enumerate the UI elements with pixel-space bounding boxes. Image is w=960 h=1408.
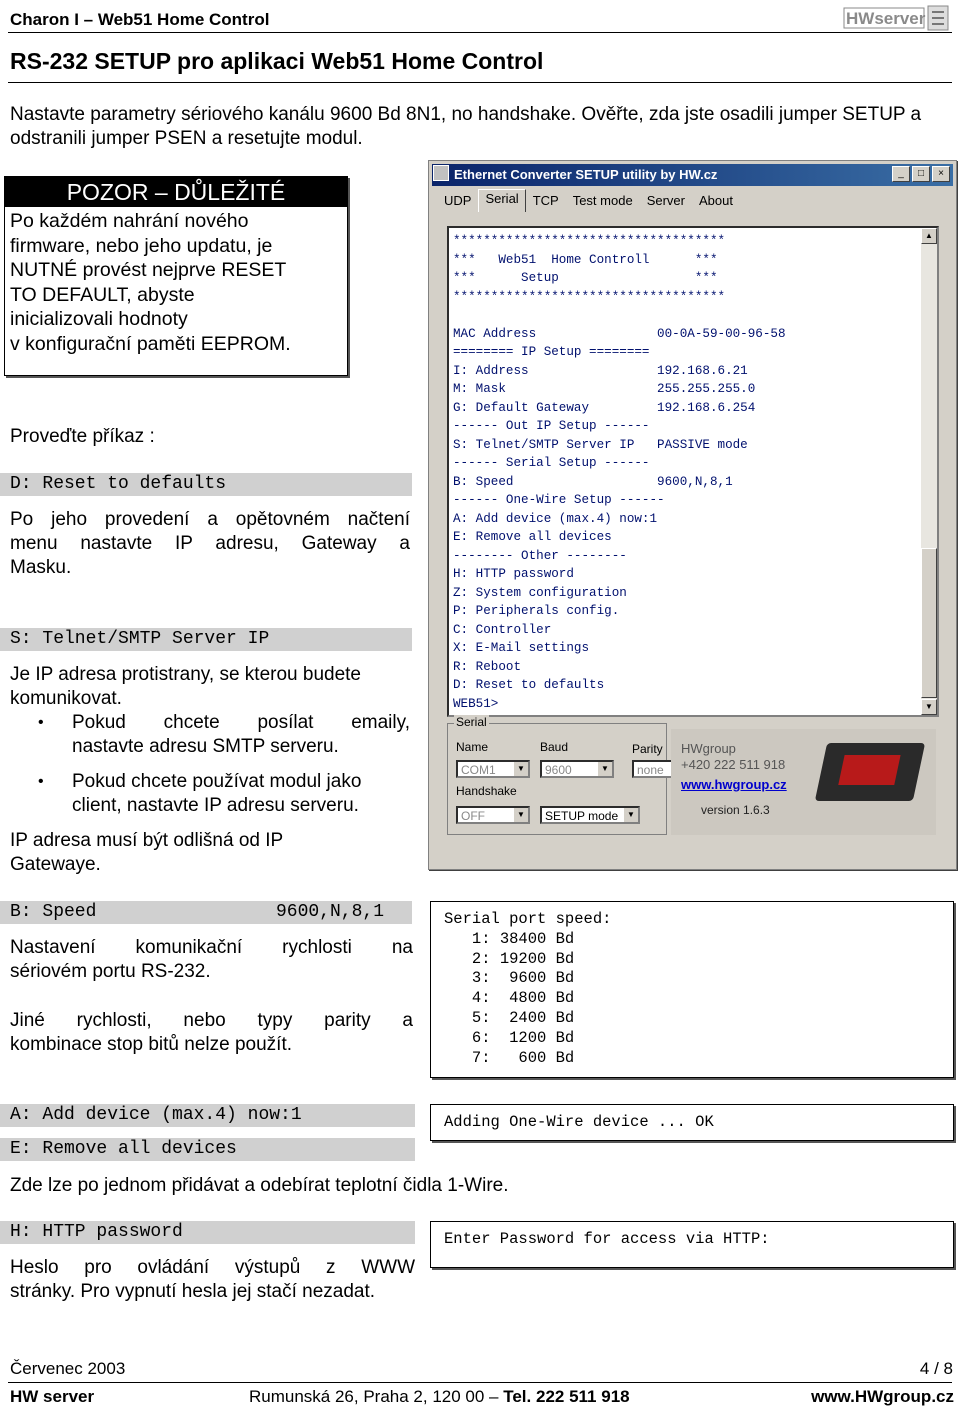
speed-option-key: 7: [444, 1048, 491, 1067]
speed-option [444, 950, 611, 970]
text-line: Masku. [10, 557, 72, 578]
text-line: client, nastavte IP adresu serveru. [72, 795, 359, 816]
smtp-description [10, 663, 410, 711]
mode-value: SETUP mode [545, 809, 619, 823]
terminal-output[interactable] [447, 226, 939, 717]
warning-line: v konfigurační paměti EEPROM. [10, 332, 291, 355]
speed-option [444, 930, 611, 950]
after-reset-paragraph [10, 508, 410, 580]
baud-label: Baud [540, 740, 569, 754]
chevron-down-icon[interactable]: ▼ [514, 808, 528, 822]
speed-option-unit: Bd [546, 989, 575, 1008]
speed-option [444, 989, 611, 1009]
list-item [10, 711, 410, 759]
warning-line: Po každém nahrání nového [10, 210, 249, 232]
text-line: nastavte adresu SMTP serveru. [72, 736, 339, 757]
command-smtp-server: S: Telnet/SMTP Server IP [0, 628, 412, 651]
speed-option [444, 969, 611, 989]
speed-option-key: 1: [444, 929, 491, 948]
speed-option-value: 600 [490, 1048, 547, 1067]
parity-select[interactable] [632, 760, 676, 778]
speed-option [444, 1049, 611, 1069]
header-rule [8, 32, 952, 33]
footer-page-number: 4 / 8 [919, 1359, 953, 1378]
speed-option-unit: Bd [546, 1028, 575, 1047]
minimize-icon[interactable]: _ [892, 166, 910, 182]
speed-option-value: 4800 [490, 989, 547, 1008]
footer-contact: Rumunská 26, Praha 2, 120 00 – Tel. 222 511 918 [249, 1387, 630, 1406]
chevron-down-icon[interactable]: ▼ [598, 762, 612, 776]
speed-option-key: 6: [444, 1028, 491, 1047]
speed-option-value: 2400 [490, 1008, 547, 1027]
chip-logo-icon [815, 743, 925, 801]
speed-option [444, 1029, 611, 1049]
text-line: Nastavení komunikační rychlosti na [10, 937, 413, 958]
warning-line: NUTNÉ provést nejprve RESET [10, 259, 287, 281]
baud-value: 9600 [545, 763, 572, 777]
document-header-title: Charon I – Web51 Home Control [10, 10, 270, 29]
baud-select[interactable] [540, 760, 614, 778]
speed-option-unit: Bd [546, 929, 575, 948]
http-description [10, 1256, 415, 1304]
text-line: stránky. Pro vypnutí hesla jej stačí nezadat. [10, 1281, 376, 1302]
smtp-bullet-list [10, 711, 410, 818]
serial-group-label: Serial [456, 715, 487, 729]
window-controls [892, 166, 950, 182]
speed-option-value: 9600 [490, 969, 547, 988]
text-line: • Pokud chcete používat modul jako [72, 771, 362, 792]
parity-label: Parity [632, 742, 663, 756]
smtp-note [10, 829, 410, 877]
version-label: version 1.6.3 [701, 803, 770, 817]
svg-text:HWserver: HWserver [846, 9, 926, 28]
serial-speed-terminal-box [430, 901, 954, 1078]
http-box-text: Enter Password for access via HTTP: [444, 1230, 770, 1248]
mode-select[interactable] [540, 806, 640, 824]
scroll-up-icon[interactable]: ▲ [921, 228, 937, 244]
text-line: komunikovat. [10, 688, 122, 709]
intro-paragraph: Nastavte parametry sériového kanálu 9600 Bd 8N1, no handshake. Ověřte, zda jste osadili jumper SETUP a odstranili jumper PSEN a resetujte modul. [10, 104, 922, 149]
handshake-label: Handshake [456, 784, 517, 798]
terminal-scrollbar[interactable] [921, 228, 937, 715]
app-icon [433, 165, 449, 181]
handshake-value: OFF [461, 809, 485, 823]
speed-option-unit: Bd [546, 969, 575, 988]
hwgroup-info-panel [671, 729, 936, 835]
http-terminal-box [430, 1221, 954, 1268]
window-titlebar[interactable] [432, 164, 953, 186]
speed-option-unit: Bd [546, 949, 575, 968]
hwgroup-url-link[interactable]: www.hwgroup.cz [681, 777, 787, 792]
tab-server[interactable]: Server [646, 193, 685, 208]
speed-menu-title: Serial port speed: [444, 910, 612, 928]
chevron-down-icon[interactable]: ▼ [624, 808, 638, 822]
close-icon[interactable]: × [932, 166, 950, 182]
text-line: Gatewaye. [10, 854, 101, 875]
speed-option-unit: Bd [546, 1008, 575, 1027]
setup-utility-window [428, 160, 957, 870]
text-line: sériovém portu RS-232. [10, 961, 211, 982]
chevron-down-icon[interactable]: ▼ [514, 762, 528, 776]
text-line: kombinace stop bitů nelze použít. [10, 1034, 293, 1055]
maximize-icon[interactable]: □ [912, 166, 930, 182]
footer-date: Červenec 2003 [10, 1359, 126, 1378]
tab-test-mode[interactable]: Test mode [572, 193, 633, 208]
command-speed [0, 901, 412, 924]
window-tabs [437, 191, 740, 212]
terminal-text: ************************************ *** Web51 Home Controll *** *** Setup *** ************************************ MAC Address 00-0A-59-00-96-58 ======== IP Setup ======== I: Address 192.168.6.21 M: Mask 255.255.255.0 G: Default Gateway 192.168.6.254 ------ Out IP Setup ------ S: Telnet/SMTP Server IP PASSIVE mode ------ Serial Setup ------ B: Speed 9600,N,8,1 ------ One-Wire Setup ------ A: Add device (max.4) now:1 E: Remove all devices -------- Other -------- H: HTTP password Z: System configuration P: Peripherals config. C: Controller X: E-Mail settings R: Reboot D: Reset to defaults WEB51> [453, 234, 786, 711]
com-port-select[interactable] [456, 760, 530, 778]
footer-rule [8, 1382, 952, 1383]
name-label: Name [456, 740, 489, 754]
command-remove-devices: E: Remove all devices [0, 1138, 415, 1161]
onewire-terminal-box [430, 1104, 954, 1141]
footer-tel-label: Tel. [503, 1387, 532, 1406]
speed-menu [444, 910, 611, 1068]
text-line: • Pokud chcete posílat emaily, [72, 712, 410, 733]
onewire-description: Zde lze po jednom přidávat a odebírat teplotní čidla 1-Wire. [10, 1175, 509, 1196]
list-item [10, 770, 410, 818]
speed-option-key: 3: [444, 969, 491, 988]
speed-command-label: B: Speed [10, 902, 97, 922]
title-rule [8, 82, 952, 83]
text-line: Jiné rychlosti, nebo typy parity a [10, 1010, 413, 1031]
command-add-device: A: Add device (max.4) now:1 [0, 1104, 415, 1127]
exec-command-label: Proveďte příkaz : [10, 426, 155, 447]
window-title: Ethernet Converter SETUP utility by HW.cz [454, 167, 718, 182]
speed-option [444, 1009, 611, 1029]
text-line: IP adresa musí být odlišná od IP [10, 830, 284, 851]
com-port-value: COM1 [461, 763, 496, 777]
tab-tcp[interactable]: TCP [532, 193, 559, 208]
speed-option-value: 1200 [490, 1028, 547, 1047]
serial-settings-group [447, 715, 667, 835]
hwserver-logo [842, 4, 952, 32]
tab-serial[interactable]: Serial [478, 189, 525, 212]
speed-command-value: 9600,N,8,1 [276, 902, 385, 922]
hwgroup-name: HWgroup [681, 741, 736, 756]
text-line: Po jeho provedení a opětovném načtení [10, 509, 410, 530]
speed-option-value: 38400 [490, 929, 547, 948]
scroll-down-icon[interactable]: ▼ [921, 699, 937, 715]
speed-option-unit: Bd [546, 1048, 575, 1067]
warning-line: TO DEFAULT, abyste [10, 283, 195, 306]
speed-option-key: 4: [444, 989, 491, 1008]
hwgroup-phone: +420 222 511 918 [681, 757, 786, 772]
speed-description [10, 936, 413, 984]
tab-about[interactable]: About [698, 193, 733, 208]
footer-company: HW server [10, 1387, 95, 1406]
text-line: menu nastavte IP adresu, Gateway a [10, 533, 410, 554]
warning-title: POZOR – DŮLEŽITÉ [5, 177, 347, 207]
command-reset-defaults: D: Reset to defaults [0, 473, 412, 496]
speed-option-key: 5: [444, 1008, 491, 1027]
parity-value: none [637, 763, 664, 777]
page-title: RS-232 SETUP pro aplikaci Web51 Home Control [10, 48, 544, 74]
text-line: Heslo pro ovládání výstupů z WWW [10, 1257, 415, 1278]
text-line: Je IP adresa protistrany, se kterou budete [10, 664, 361, 685]
speed-restriction [10, 1009, 413, 1057]
handshake-select[interactable] [456, 806, 530, 824]
command-http-password: H: HTTP password [0, 1221, 415, 1244]
footer-address: Rumunská 26, Praha 2, 120 00 [249, 1387, 485, 1406]
onewire-box-text: Adding One-Wire device ... OK [444, 1113, 714, 1131]
footer-tel: 222 511 918 [536, 1387, 630, 1406]
warning-text [5, 207, 347, 358]
speed-option-value: 19200 [490, 949, 547, 968]
warning-line: inicializovali hodnoty [10, 308, 188, 330]
warning-box [4, 176, 348, 376]
footer-website: www.HWgroup.cz [811, 1387, 954, 1406]
speed-option-list [444, 930, 611, 1069]
scroll-thumb[interactable] [921, 548, 937, 698]
warning-line: firmware, nebo jeho updatu, je [10, 234, 273, 257]
speed-option-key: 2: [444, 949, 491, 968]
tab-udp[interactable]: UDP [444, 193, 472, 208]
